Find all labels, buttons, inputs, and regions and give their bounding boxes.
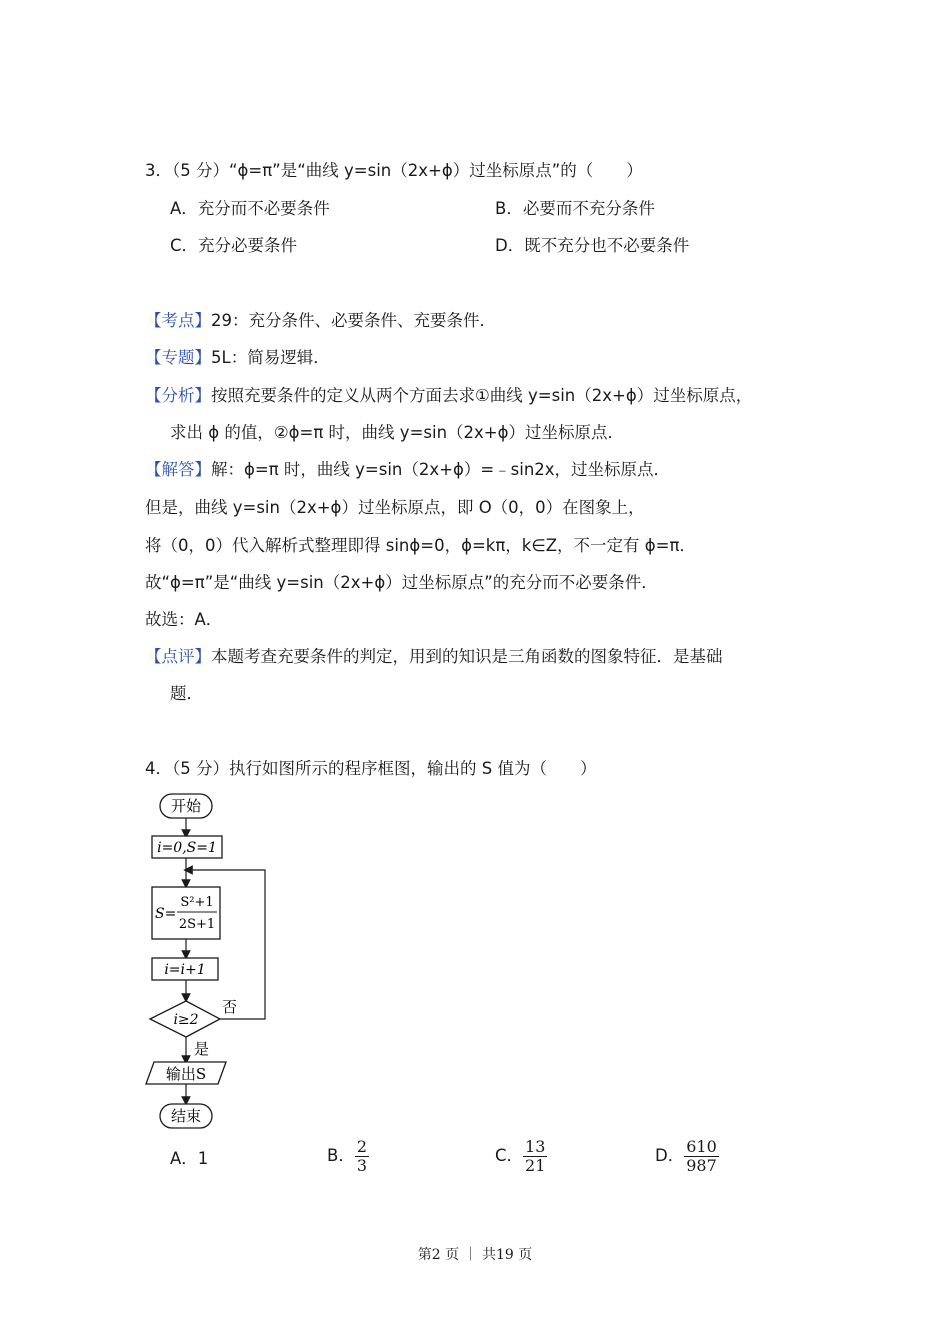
kaodian-text: 29：充分条件、必要条件、充要条件． xyxy=(211,311,496,330)
jieda-line-5: 故选：A． xyxy=(145,610,223,629)
q3-stem: 3．（5 分）“ϕ=π”是“曲线 y=sin（2x+ϕ）过坐标原点”的（ ） xyxy=(145,161,643,180)
q4-option-d-fraction xyxy=(684,1138,719,1175)
jieda-line-4: 故“ϕ=π”是“曲线 y=sin（2x+ϕ）过坐标原点”的充分而不必要条件． xyxy=(145,573,658,592)
kaodian-tag: 【考点】 xyxy=(145,311,211,330)
page-footer: 第2 页 ｜ 共19 页 xyxy=(417,1247,533,1263)
q4-option-c-num: 13 xyxy=(525,1137,546,1156)
q4-option-d-num: 610 xyxy=(686,1137,717,1156)
flow-cond-label: i≥2 xyxy=(173,1012,199,1028)
zhuanti-tag: 【专题】 xyxy=(145,348,211,367)
dianping-continuation: 题． xyxy=(170,684,203,703)
flow-incr-label: i=i+1 xyxy=(164,962,206,978)
flow-no-label: 否 xyxy=(222,998,238,1016)
q4-option-d-label: D． xyxy=(655,1146,685,1165)
q3-option-a: A．充分而不必要条件 xyxy=(170,199,330,218)
q4-option-b-den: 3 xyxy=(356,1156,368,1175)
flow-assign-lhs: S= xyxy=(155,906,177,922)
q3-option-b: B．必要而不充分条件 xyxy=(495,199,655,218)
zhuanti-text: 5L：简易逻辑． xyxy=(211,348,330,367)
q3-fenxi xyxy=(145,385,752,407)
fenxi-continuation: 求出 ϕ 的值，②ϕ=π 时，曲线 y=sin（2x+ϕ）过坐标原点． xyxy=(170,423,624,442)
flowchart xyxy=(140,790,280,1135)
dianping-text: 本题考查充要条件的判定，用到的知识是三角函数的图象特征．是基础 xyxy=(211,647,723,666)
flow-end-label: 结束 xyxy=(170,1107,202,1125)
q3-option-c: C．充分必要条件 xyxy=(170,236,298,255)
q4-option-c-den: 21 xyxy=(525,1156,546,1175)
q3-option-d: D．既不充分也不必要条件 xyxy=(495,236,690,255)
jieda-tag: 【解答】 xyxy=(145,460,211,479)
flow-assign-den: 2S+1 xyxy=(178,917,216,932)
q4-option-c xyxy=(495,1138,547,1175)
q3-kaodian xyxy=(145,310,496,332)
q4-option-b-num: 2 xyxy=(356,1137,368,1156)
flow-output-label: 输出S xyxy=(165,1065,207,1083)
q4-option-d xyxy=(655,1138,719,1175)
q3-zhuanti xyxy=(145,347,330,369)
jieda-line-2: 但是，曲线 y=sin（2x+ϕ）过坐标原点，即 O（0，0）在图象上， xyxy=(145,498,645,517)
q4-option-c-label: C． xyxy=(495,1146,524,1165)
q3-jieda xyxy=(145,459,670,481)
flow-assign-num: S²+1 xyxy=(180,895,214,910)
q4-stem: 4．（5 分）执行如图所示的程序框图，输出的 S 值为（ ） xyxy=(145,759,597,778)
jieda-line-3: 将（0，0）代入解析式整理即得 sinϕ=0，ϕ=kπ，k∈Z，不一定有 ϕ=π． xyxy=(145,536,696,555)
flow-start-label: 开始 xyxy=(170,797,202,815)
q3-dianping xyxy=(145,646,723,668)
q4-option-b xyxy=(327,1138,369,1175)
q4-option-a-label: A． xyxy=(170,1149,198,1168)
flow-init-label: i=0,S=1 xyxy=(157,840,217,856)
jieda-text: 解：ϕ=π 时，曲线 y=sin（2x+ϕ）=﹣sin2x，过坐标原点． xyxy=(211,460,671,479)
q4-option-a xyxy=(170,1148,208,1170)
fenxi-text: 按照充要条件的定义从两个方面去求①曲线 y=sin（2x+ϕ）过坐标原点， xyxy=(211,386,753,405)
q4-option-d-den: 987 xyxy=(686,1156,717,1175)
flow-yes-label: 是 xyxy=(194,1040,210,1058)
q4-option-c-fraction xyxy=(523,1138,547,1175)
q4-option-a-value: 1 xyxy=(197,1149,209,1168)
q4-option-b-label: B． xyxy=(327,1146,355,1165)
q4-option-b-fraction xyxy=(355,1138,369,1175)
fenxi-tag: 【分析】 xyxy=(145,386,211,405)
dianping-tag: 【点评】 xyxy=(145,647,211,666)
